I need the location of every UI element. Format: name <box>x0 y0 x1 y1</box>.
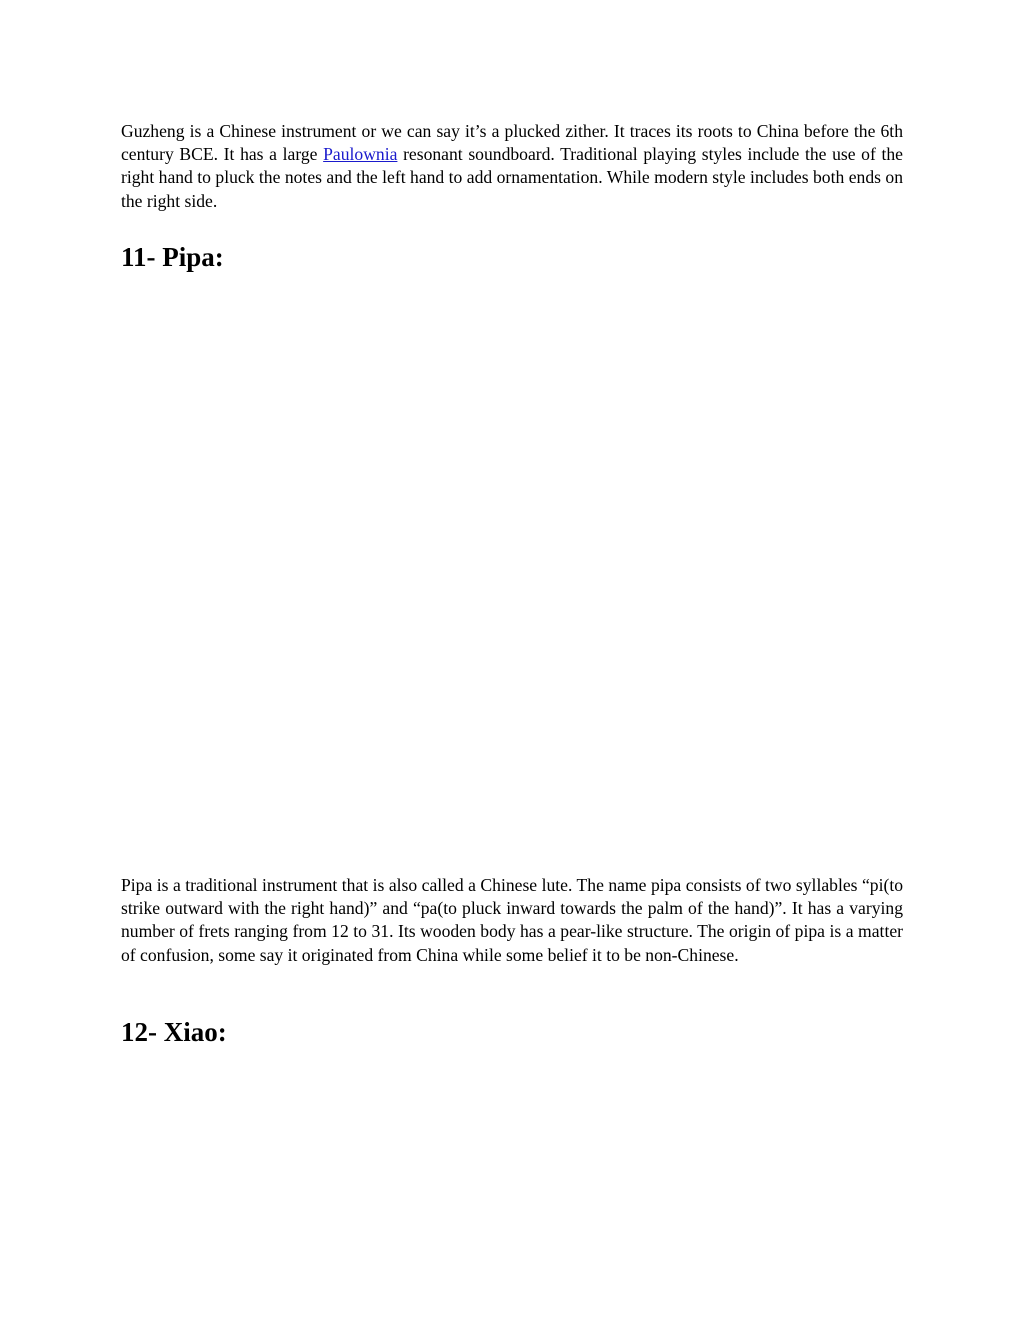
pipa-paragraph: Pipa is a traditional instrument that is also called a Chinese lute. The name pipa consists of two syllables “pi(to strike outward with the right hand)” and “pa(to pluck inward towards the palm of the hand)”. It has a varying number of frets ranging from 12 to 31. Its wooden body has a pear-like structure. The origin of pipa is a matter of confusion, some say it originated from China while some belief it to be non-Chinese. <box>121 875 903 965</box>
pipa-heading: 11- Pipa: <box>121 242 224 272</box>
pipa-image-area <box>121 295 903 855</box>
guzheng-text-end: resonant soundboard. Traditional playing styles include the use of the right hand to pluck the notes and the left hand to add ornamentation. While modern style includes both ends on the right side. <box>121 144 903 211</box>
paulownia-link[interactable]: Paulownia <box>323 144 398 165</box>
document-page <box>121 120 903 1047</box>
guzheng-paragraph <box>121 120 903 213</box>
guzheng-text-start: Guzheng is a Chinese instrument or we can say it’s a plucked zither. It traces its roots to China before the 6th century BCE. It has a large <box>121 121 903 165</box>
xiao-heading: 12- Xiao: <box>121 1017 227 1047</box>
